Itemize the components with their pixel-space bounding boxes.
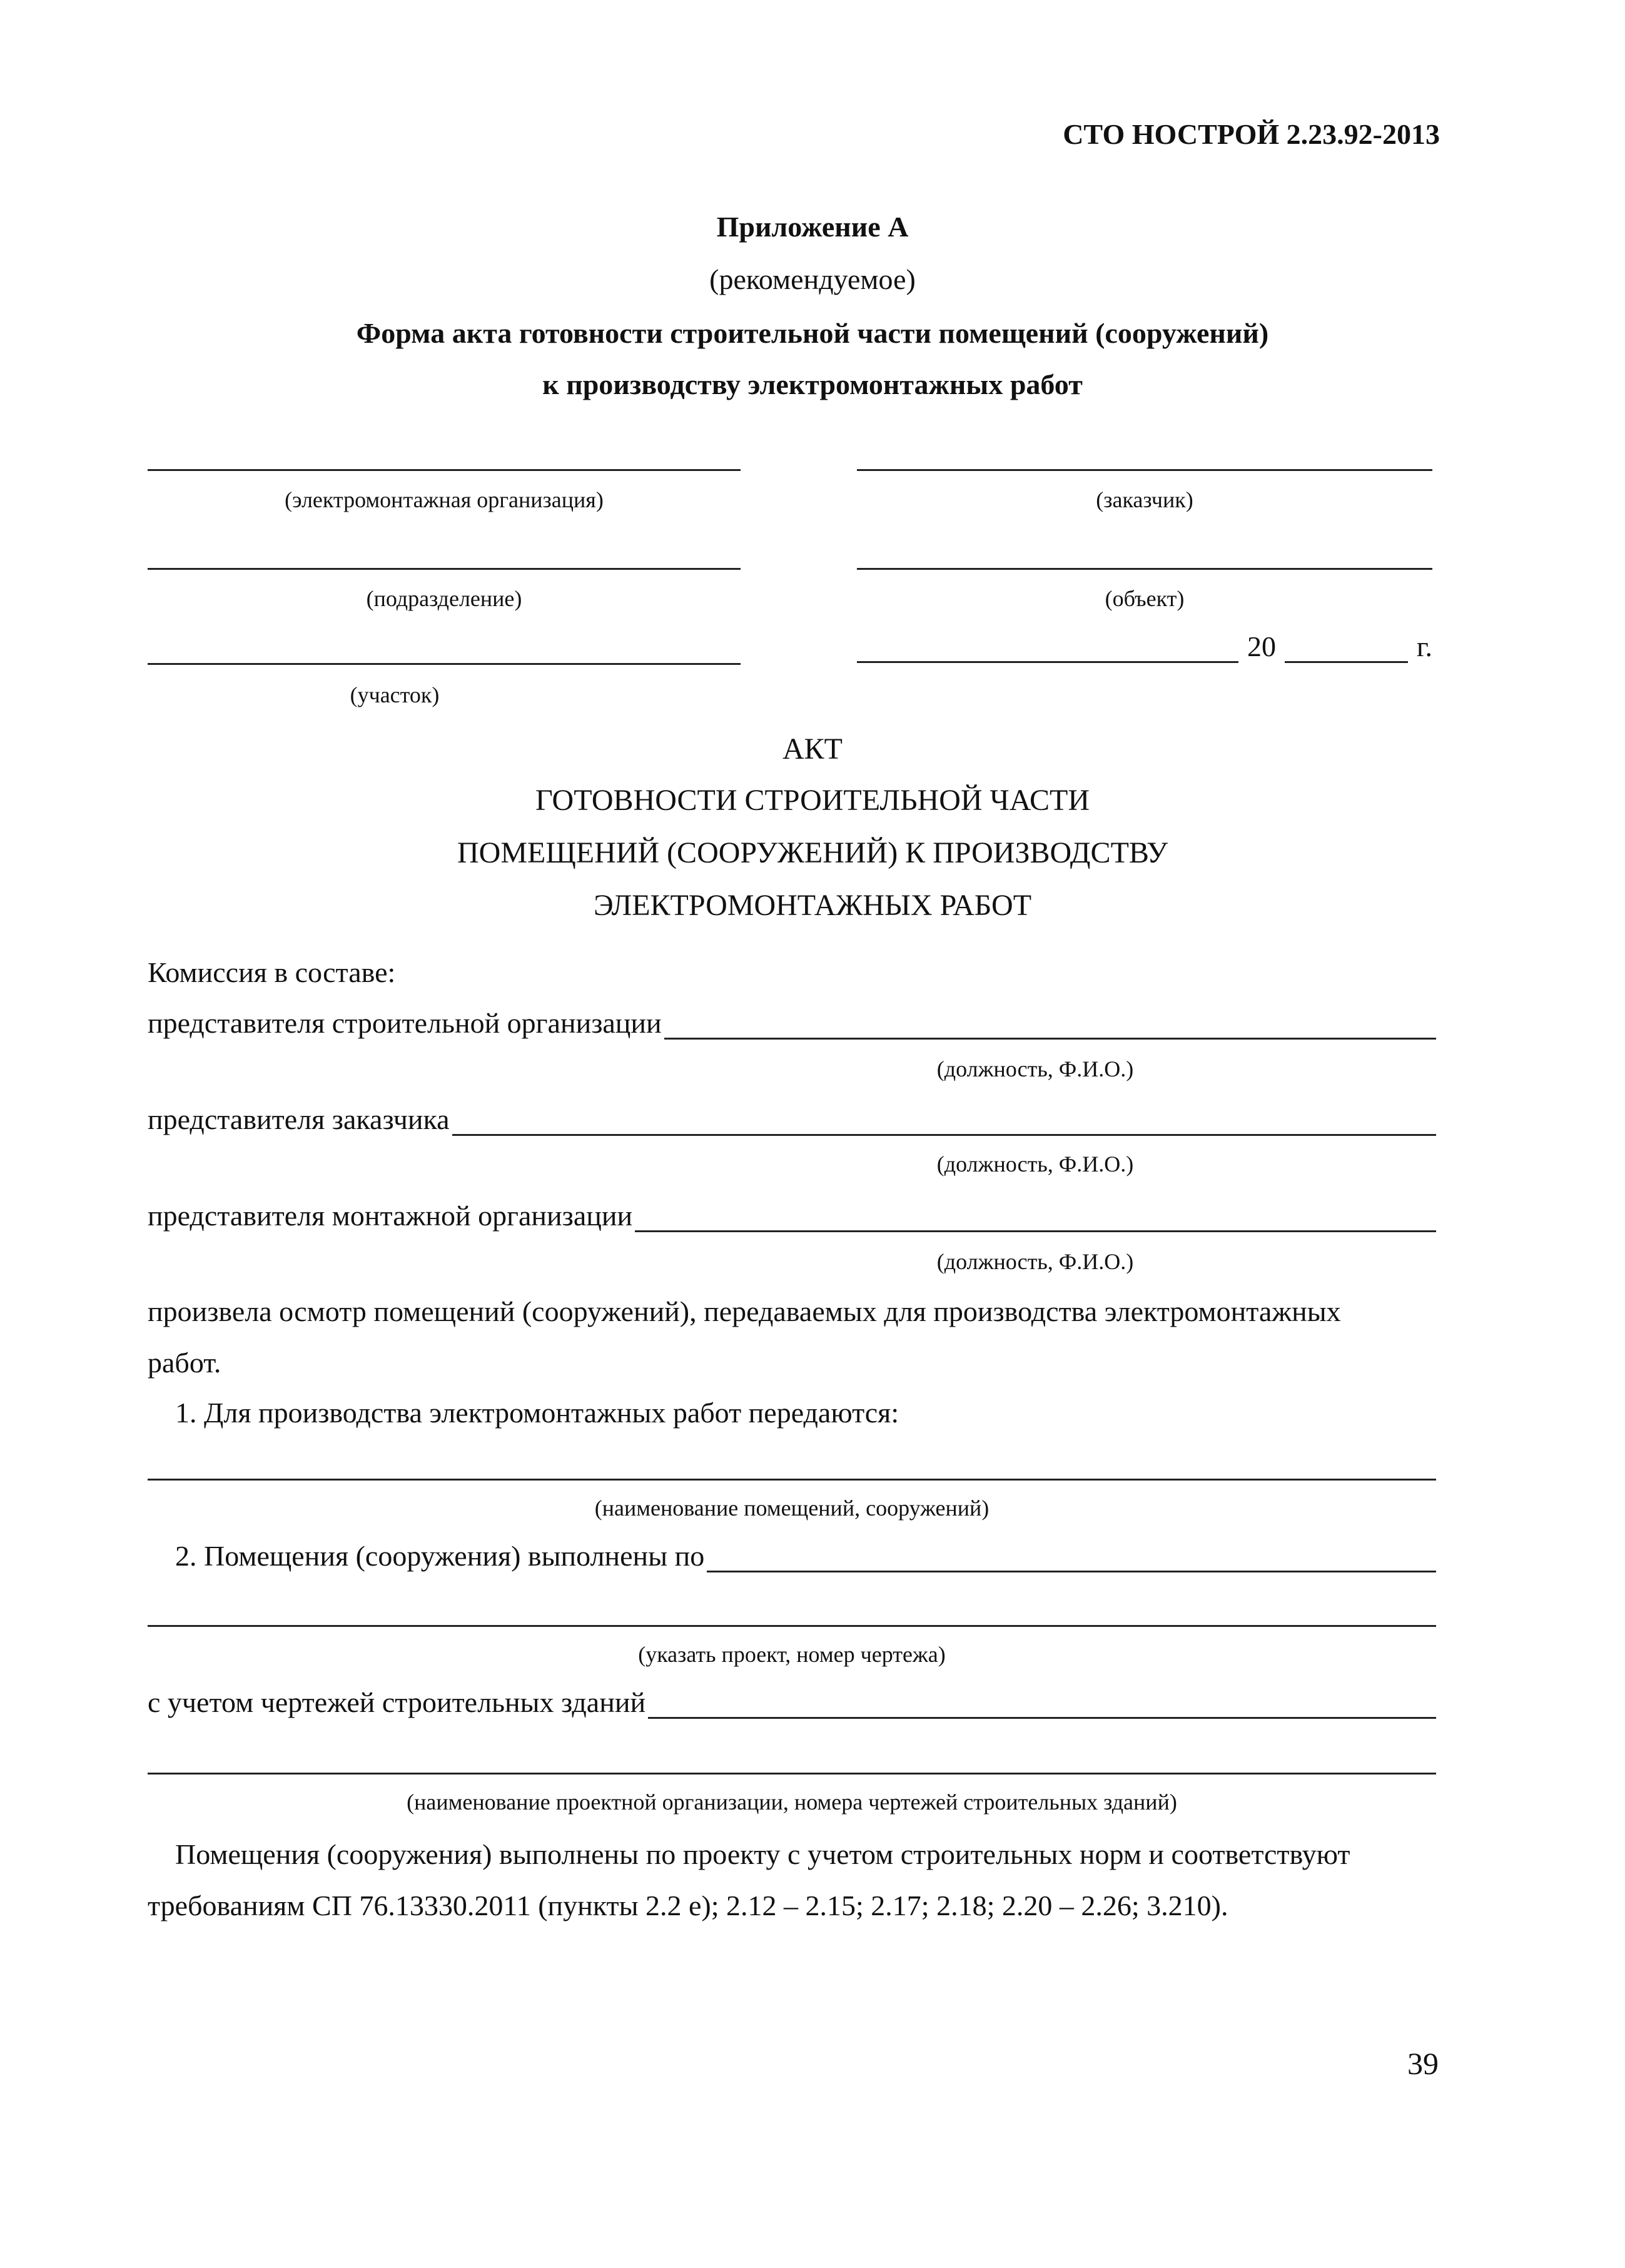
- premises-list-hint: (наименование помещений, сооружений): [594, 1496, 990, 1521]
- project-line-2[interactable]: [148, 1625, 1436, 1627]
- conclusion-text: Помещения (сооружения) выполнены по проекту с учетом строительных норм и соответствуют: [175, 1838, 1350, 1870]
- commission-intro: Комиссия в составе:: [148, 956, 396, 988]
- commission-label-customer: представителя заказчика: [148, 1103, 450, 1135]
- customer-rep-hint: (должность, Ф.И.О.): [936, 1152, 1134, 1177]
- project-hint: (указать проект, номер чертежа): [638, 1642, 946, 1667]
- contractor-org-caption: (электромонтажная организация): [285, 487, 604, 512]
- builder-rep-hint: (должность, Ф.И.О.): [936, 1056, 1134, 1081]
- document-code: СТО НОСТРОЙ 2.23.92-2013: [1063, 118, 1440, 150]
- building-drawings-hint: (наименование проектной организации, номера чертежей строительных зданий): [407, 1790, 1177, 1815]
- item-3-text: с учетом чертежей строительных зданий: [148, 1686, 646, 1718]
- appendix-title: Приложение А: [716, 211, 909, 243]
- installer-rep-field[interactable]: [635, 1205, 1436, 1232]
- act-title: АКТ: [782, 732, 843, 766]
- item-2-text: 2. Помещения (сооружения) выполнены по: [175, 1540, 705, 1572]
- item-3-row: [148, 1686, 1436, 1719]
- customer-rep-field[interactable]: [452, 1109, 1436, 1136]
- section-caption: (участок): [350, 682, 440, 707]
- inspection-text-end: работ.: [148, 1347, 221, 1379]
- item-1-text: 1. Для производства электромонтажных работ передаются:: [175, 1397, 899, 1429]
- item-2-row: [175, 1540, 1436, 1572]
- act-title-line2: ГОТОВНОСТИ СТРОИТЕЛЬНОЙ ЧАСТИ: [535, 784, 1090, 817]
- installer-rep-hint: (должность, Ф.И.О.): [936, 1249, 1134, 1274]
- date-day-month-line[interactable]: [857, 636, 1238, 663]
- commission-row-customer: [148, 1103, 1436, 1136]
- premises-list-line[interactable]: [148, 1479, 1436, 1481]
- act-title-line4: ЭЛЕКТРОМОНТАЖНЫХ РАБОТ: [593, 889, 1032, 922]
- conclusion-text-end: требованиям СП 76.13330.2011 (пункты 2.2 е); 2.12 – 2.15; 2.17; 2.18; 2.20 – 2.26; 3.210).: [148, 1890, 1228, 1921]
- form-title-continued: к производству электромонтажных работ: [542, 368, 1083, 400]
- commission-row-builder: [148, 1007, 1436, 1040]
- subdivision-line[interactable]: [148, 568, 741, 570]
- subdivision-caption: (подразделение): [366, 586, 522, 611]
- page-number: 39: [1407, 2046, 1439, 2081]
- project-field[interactable]: [707, 1546, 1436, 1572]
- inspection-text: произвела осмотр помещений (сооружений), передаваемых для производства электромонтажных: [148, 1295, 1341, 1327]
- builder-rep-field[interactable]: [664, 1013, 1436, 1040]
- appendix-subtitle: (рекомендуемое): [709, 263, 916, 295]
- date-year-suffix: г.: [1416, 630, 1432, 662]
- customer-line[interactable]: [857, 469, 1432, 471]
- building-drawings-line-2[interactable]: [148, 1773, 1436, 1774]
- date-year-line[interactable]: [1285, 636, 1408, 663]
- commission-label-installer: представителя монтажной организации: [148, 1200, 633, 1232]
- object-caption: (объект): [1105, 586, 1185, 611]
- date-year-prefix: 20: [1247, 630, 1277, 662]
- form-title: Форма акта готовности строительной части помещений (сооружений): [356, 317, 1269, 349]
- contractor-org-line[interactable]: [148, 469, 741, 471]
- section-line[interactable]: [148, 663, 741, 665]
- commission-label-builder: представителя строительной организации: [148, 1007, 662, 1039]
- object-line[interactable]: [857, 568, 1432, 570]
- building-drawings-field[interactable]: [648, 1692, 1436, 1719]
- commission-row-installer: [148, 1200, 1436, 1232]
- date-field: [857, 632, 1432, 663]
- customer-caption: (заказчик): [1096, 487, 1193, 512]
- act-title-line3: ПОМЕЩЕНИЙ (СООРУЖЕНИЙ) К ПРОИЗВОДСТВУ: [457, 836, 1168, 869]
